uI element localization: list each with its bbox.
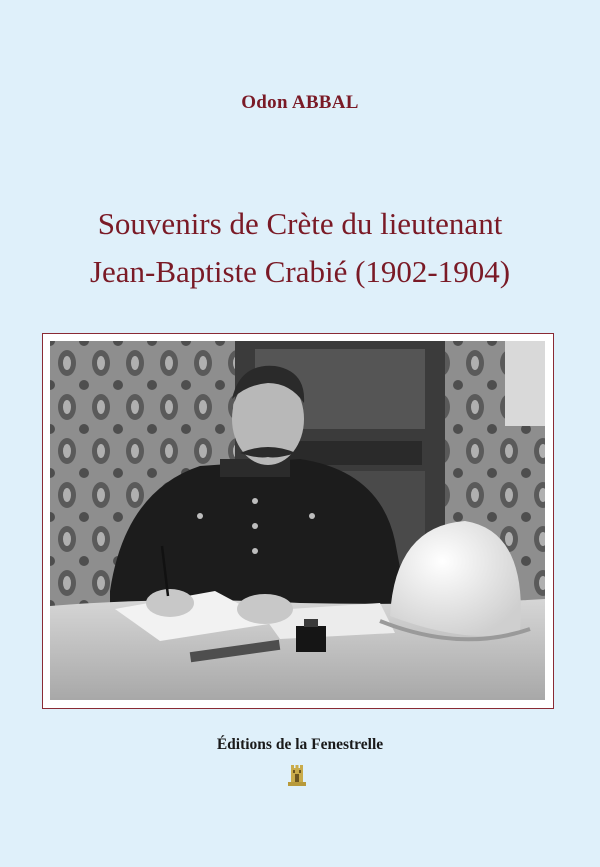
book-title-line-2: Jean-Baptiste Crabié (1902-1904) — [89, 254, 511, 289]
book-title — [0, 200, 600, 296]
photo-frame — [42, 333, 554, 709]
tower-logo-icon — [286, 760, 308, 786]
author-name: Odon ABBAL — [241, 92, 359, 113]
book-title-line-1: Souvenirs de Crète du lieutenant — [97, 206, 503, 241]
cover-photograph — [50, 341, 545, 700]
publisher-name: Éditions de la Fenestrelle — [216, 736, 384, 753]
